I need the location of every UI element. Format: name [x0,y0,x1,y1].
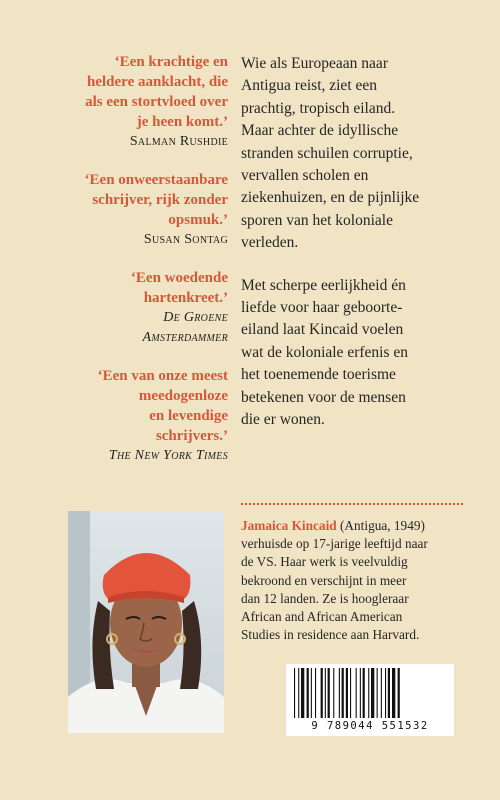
barcode-bar [356,668,357,718]
quote-source: The New York Times [108,448,228,463]
barcode-bar [311,668,312,718]
quote-text: ‘Een woedende hartenkreet.’ [130,270,228,306]
author-photo [68,511,224,733]
barcode-bar [360,668,361,718]
barcode-bar [398,668,400,718]
barcode-bar [371,668,374,718]
barcode-bar [377,668,378,718]
barcode-bar [328,668,330,718]
barcode-bar [298,668,299,718]
barcode-bar [381,668,382,718]
quote-nyt [68,366,228,466]
barcode-bar [363,668,365,718]
barcode-bar [315,668,316,718]
barcode [286,664,454,736]
author-name: Jamaica Kincaid [241,518,337,533]
author-bio-text: (Antigua, 1949) verhuisde op 17-jarige leeftijd naar de VS. Haar werk is veelvuldig bekroond en verschijnt in meer dan 12 landen. Ze is hoogleraar African and African American Studies in residence aan Harvard. [241,518,428,643]
quote-source: De Groene Amsterdammer [142,310,228,345]
isbn-number: 9 789044 551532 [311,720,429,732]
blurb-paragraph-1: Wie als Europeaan naar Antigua reist, ziet een prachtig, tropisch eiland. Maar achter de idyllische stranden schuilen corruptie, vervallen scholen en ziekenhuizen, en de pijnlijke sporen van het koloniale verleden. [241,55,420,252]
barcode-bar [294,668,295,718]
barcode-bar [333,668,334,718]
review-quotes [68,52,228,484]
barcode-bar [388,668,390,718]
barcode-bar [301,668,304,718]
dotted-divider [241,503,463,505]
barcode-bar [342,668,344,718]
quote-rushdie [68,52,228,152]
quote-sontag [68,170,228,250]
barcode-bar [339,668,340,718]
barcode-bar [321,668,323,718]
barcode-bar [346,668,348,718]
barcode-bar [385,668,386,718]
barcode-bar [307,668,309,718]
barcode-bar [368,668,369,718]
quote-groene [68,268,228,348]
author-portrait-image [68,511,224,733]
quote-source: Susan Sontag [143,232,228,247]
barcode-bar [325,668,326,718]
barcode-bar [392,668,395,718]
author-bio [241,517,476,644]
barcode-bars [292,668,448,720]
quote-text: ‘Een krachtige en heldere aanklacht, die als een stortvloed over je heen komt.’ [85,54,228,130]
quote-text: ‘Een onweerstaanbare schrijver, rijk zonder opsmuk.’ [84,172,228,228]
book-blurb [241,53,471,432]
blurb-paragraph-2: Met scherpe eerlijkheid én liefde voor haar geboorte- eiland laat Kincaid voelen wat de koloniale erfenis en het toenemende toerisme betekenen voor de mensen die er wonen. [241,276,408,429]
quote-text: ‘Een van onze meest meedogenloze en levendige schrijvers.’ [97,368,228,444]
quote-source: Salman Rushdie [129,134,228,149]
barcode-bar [350,668,351,718]
